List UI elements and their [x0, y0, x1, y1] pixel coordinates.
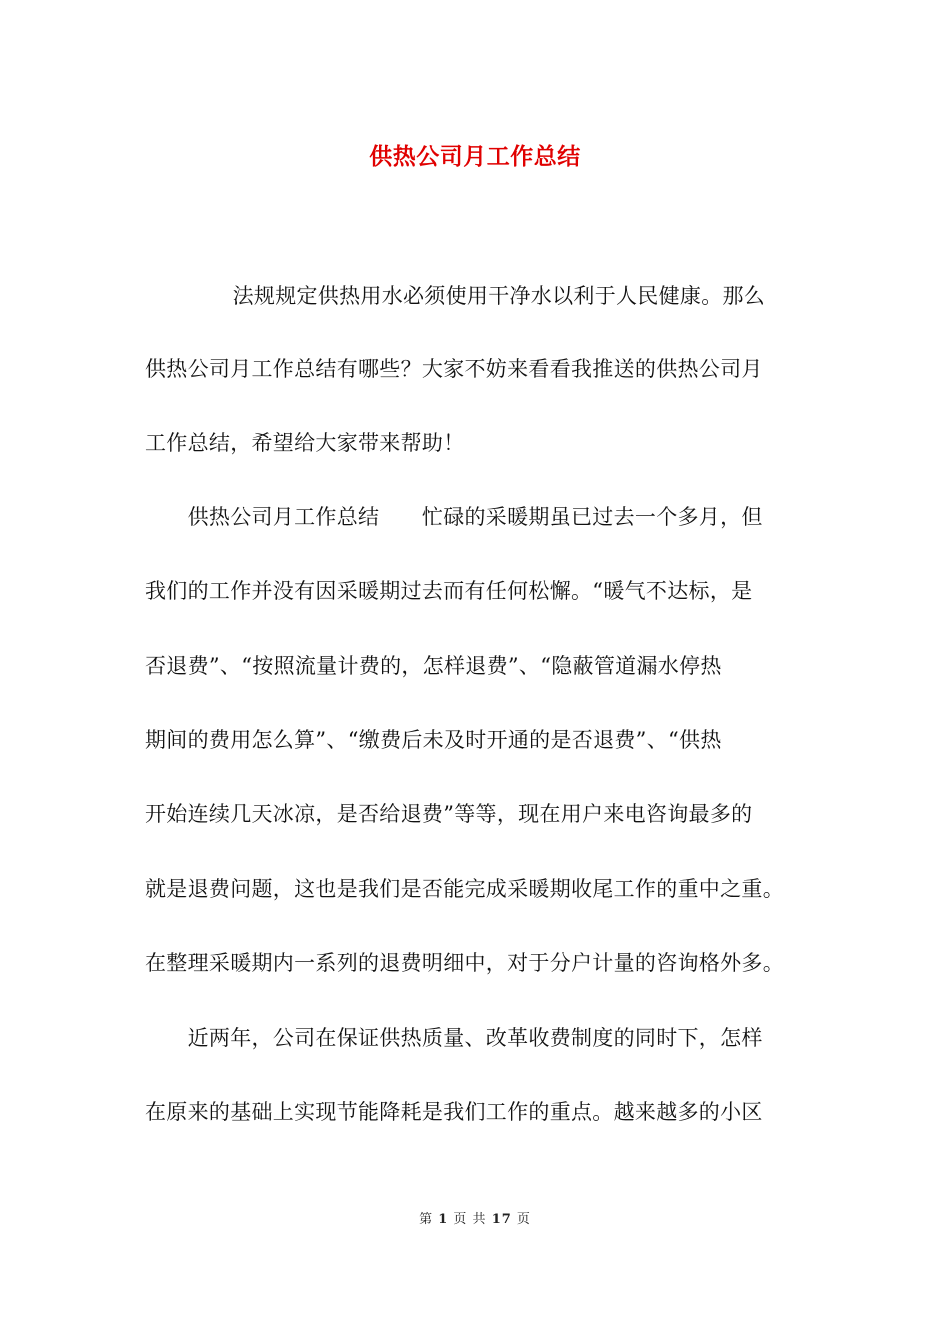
paragraph-line: 期间的费用怎么算”、“缴费后未及时开通的是否退费”、“供热	[145, 728, 722, 752]
footer-prefix: 第	[419, 1212, 434, 1227]
paragraph-line: 工作总结，希望给大家带来帮助！	[145, 431, 465, 455]
footer-middle: 页 共	[453, 1212, 487, 1227]
paragraph-line: 在整理采暖期内一系列的退费明细中，对于分户计量的咨询格外多。	[145, 951, 784, 975]
footer-suffix: 页	[516, 1212, 531, 1227]
paragraph-line: 我们的工作并没有因采暖期过去而有任何松懈。“暖气不达标，是	[145, 579, 753, 603]
paragraph-line: 近两年，公司在保证供热质量、改革收费制度的同时下，怎样	[145, 1026, 763, 1050]
footer-total-pages: 17	[491, 1212, 512, 1227]
paragraph-line: 供热公司月工作总结 忙碌的采暖期虽已过去一个多月，但	[145, 505, 763, 529]
paragraph-line: 供热公司月工作总结有哪些？大家不妨来看看我推送的供热公司月	[145, 357, 763, 381]
paragraph-line: 在原来的基础上实现节能降耗是我们工作的重点。越来越多的小区	[145, 1100, 763, 1124]
paragraph-line: 开始连续几天冰凉，是否给退费”等等，现在用户来电咨询最多的	[145, 802, 753, 826]
document-title: 供热公司月工作总结	[369, 143, 581, 170]
paragraph-line: 就是退费问题，这也是我们是否能完成采暖期收尾工作的重中之重。	[145, 877, 784, 901]
footer-page-number: 1	[438, 1212, 449, 1227]
paragraph-line: 法规规定供热用水必须使用干净水以利于人民健康。那么	[190, 284, 766, 308]
page-footer	[0, 1208, 950, 1227]
paragraph-line: 否退费”、“按照流量计费的，怎样退费”、“隐蔽管道漏水停热	[145, 654, 722, 678]
